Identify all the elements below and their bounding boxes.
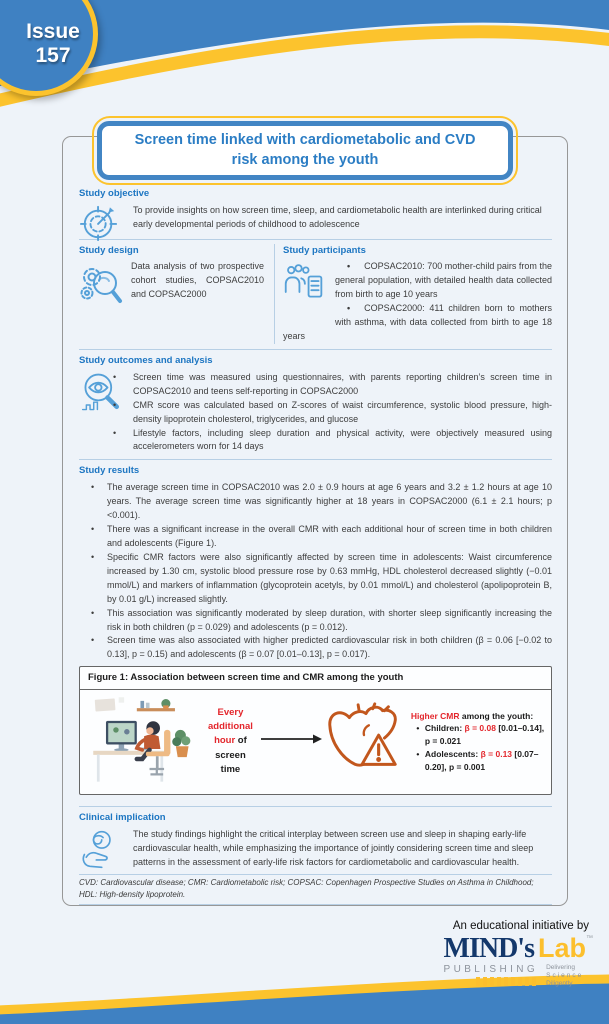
divider <box>79 459 552 460</box>
abbreviations-note: CVD: Cardiovascular disease; CMR: Cardiometabolic risk; COPSAC: Copenhagen Prospective Studies on Asthma in Childhood; HDL: High-density lipoprotein. <box>79 874 552 905</box>
figure-bullet-suffix: [0.01–0.14], p = 0.021 <box>424 723 545 747</box>
bullet-dot: • <box>416 748 420 759</box>
results-list <box>97 481 552 662</box>
publisher-logo <box>444 935 593 988</box>
clinical-text: The study findings highlight the critical interplay between screen use and sleep in shaping early-life cardiovascular health, while emphasizing the importance of jointly considering screen time and sleep patterns in the assessment of early-life risk factors for cardiometabolic and cardiovascular health. <box>133 828 534 867</box>
heart-warning-icon <box>323 701 405 782</box>
section-objective <box>79 204 552 234</box>
objective-text: To provide insights on how screen time, sleep, and cardiometabolic health are interlinked during critical early developmental periods of childhood to adolescence <box>133 204 542 229</box>
section-participants <box>275 244 552 344</box>
divider <box>79 239 552 240</box>
figure-effect-title-rest: among the youth: <box>459 710 534 721</box>
divider <box>79 806 552 807</box>
issue-value: 157 <box>35 44 71 67</box>
figure-bullet-prefix: Adolescents: <box>424 748 481 759</box>
divider <box>79 349 552 350</box>
figure-effect-panel <box>411 710 547 774</box>
logo-mind-text: MIND's <box>443 933 534 964</box>
issue-number <box>26 20 80 67</box>
section-header-results: Study results <box>79 465 140 477</box>
section-design <box>79 244 275 344</box>
logo-lab-text: Lab <box>537 933 586 963</box>
figure-effect-bullet <box>411 748 547 774</box>
list-item: • The average screen time in COPSAC2010 was 2.0 ± 0.9 hours at age 6 years and 3.2 ± 1.2 hours at age 10 years. The average screen time was significantly higher at 18 years in COPSAC2000 (6.1 ± 2.1 hours; p <0.001). <box>97 481 552 523</box>
title-box <box>92 116 518 185</box>
logo-trademark: ™ <box>586 935 593 942</box>
list-item: • Specific CMR factors were also significantly affected by screen time in adolescents: Waist circumference increased by 1.30 cm, systolic blood pressure rose by 0.63 mmHg, HDL cholesterol decreased slightly (−0.01 mmol/L) and markers of inflammation (glycoprotein acetyls, by 0.01 mmol/L) and cholesterol (apolipoprotein B, by 0.01 g/L) increased slightly. <box>97 551 552 607</box>
figure-bullet-beta: β = 0.08 <box>464 723 496 734</box>
figure-cause-rest: of screen time <box>215 735 247 775</box>
gears-magnifier-icon <box>79 260 123 319</box>
participants-bullet-text: COPSAC2010: 700 mother-child pairs from the general population, with detailed health data collected from birth to age 10 years <box>335 261 552 300</box>
figure-cause-hour: hour <box>214 735 236 747</box>
tagline-line: Science <box>546 972 584 980</box>
initiative-text: An educational initiative by <box>452 920 589 932</box>
design-text: Data analysis of two prospective cohort studies, COPSAC2010 and COPSAC2000 <box>131 261 264 300</box>
people-clipboard-icon <box>283 260 327 316</box>
figure-bullet-prefix: Children: <box>424 723 465 734</box>
list-item: • There was a significant increase in the overall CMR with each additional hour of screen time in both children and adolescents (Figure 1). <box>97 523 552 551</box>
list-item: • Screen time was measured using questionnaires, with parents reporting children’s screen time in COPSAC2010 and teens self-reporting in COPSAC2000 <box>119 371 552 399</box>
target-dart-icon <box>79 204 125 234</box>
section-header-outcomes: Study outcomes and analysis <box>79 355 213 367</box>
bullet-dot: • <box>347 303 351 314</box>
section-header-objective: Study objective <box>79 188 150 199</box>
figure-effect-bullet <box>411 722 547 748</box>
figure-cause-label <box>208 706 253 777</box>
bullet-dot: • <box>416 723 420 734</box>
section-header-design: Study design <box>79 244 139 256</box>
hand-flower-icon <box>79 828 125 858</box>
figure-cause-line1: Every additional <box>208 706 253 733</box>
page-title: Screen time linked with cardiometabolic and CVD risk among the youth <box>134 132 476 168</box>
logo-bars-graphic <box>476 977 538 986</box>
content-box <box>62 136 568 906</box>
figure-effect-title-red: Higher CMR <box>410 710 460 721</box>
section-outcomes <box>79 371 552 455</box>
section-clinical <box>79 828 552 870</box>
list-item: • This association was significantly moderated by sleep duration, with shorter sleep significantly increasing the risk in both children (p = 0.029) and adolescents (p = 0.012). <box>97 607 552 635</box>
participants-bullet-text: COPSAC2000: 411 children born to mothers with asthma, with data collected from birth to age 18 years <box>283 303 552 342</box>
figure-1-box <box>79 666 552 795</box>
figure-bullet-beta: β = 0.13 <box>480 748 513 759</box>
right-arrow-icon <box>261 733 323 750</box>
bullet-dot: • <box>347 261 351 272</box>
outcomes-list <box>119 371 552 455</box>
logo-tagline <box>546 964 583 988</box>
issue-label: Issue <box>26 20 80 44</box>
list-item: • Screen time was also associated with higher predicted cardiovascular risk in both children (β = 0.06 [−0.02 to 0.13], p = 0.15) and adolescents (β = 0.07 [0.01–0.13], p = 0.017). <box>97 634 552 662</box>
section-header-clinical: Clinical implication <box>79 812 166 824</box>
list-item: • CMR score was calculated based on Z-scores of waist circumference, systolic blood pressure, high-density lipoprotein cholesterol, triglycerides, and glucose <box>119 399 552 427</box>
person-at-computer-illustration <box>86 692 208 791</box>
design-participants-row <box>79 244 552 344</box>
section-header-participants: Study participants <box>283 244 366 256</box>
footer <box>444 920 593 988</box>
tagline-line: Delivering <box>546 964 576 971</box>
list-item: • Lifestyle factors, including sleep duration and physical activity, were objectively measured using accelerometers worn for 14 days <box>119 427 552 455</box>
figure-bullet-suffix: [0.07–0.20], p = 0.001 <box>424 748 539 772</box>
logo-publishing-text: PUBLISHING <box>443 964 539 975</box>
figure-title: Figure 1: Association between screen time and CMR among the youth <box>80 667 551 690</box>
tagline-line: Diligently <box>546 980 573 988</box>
